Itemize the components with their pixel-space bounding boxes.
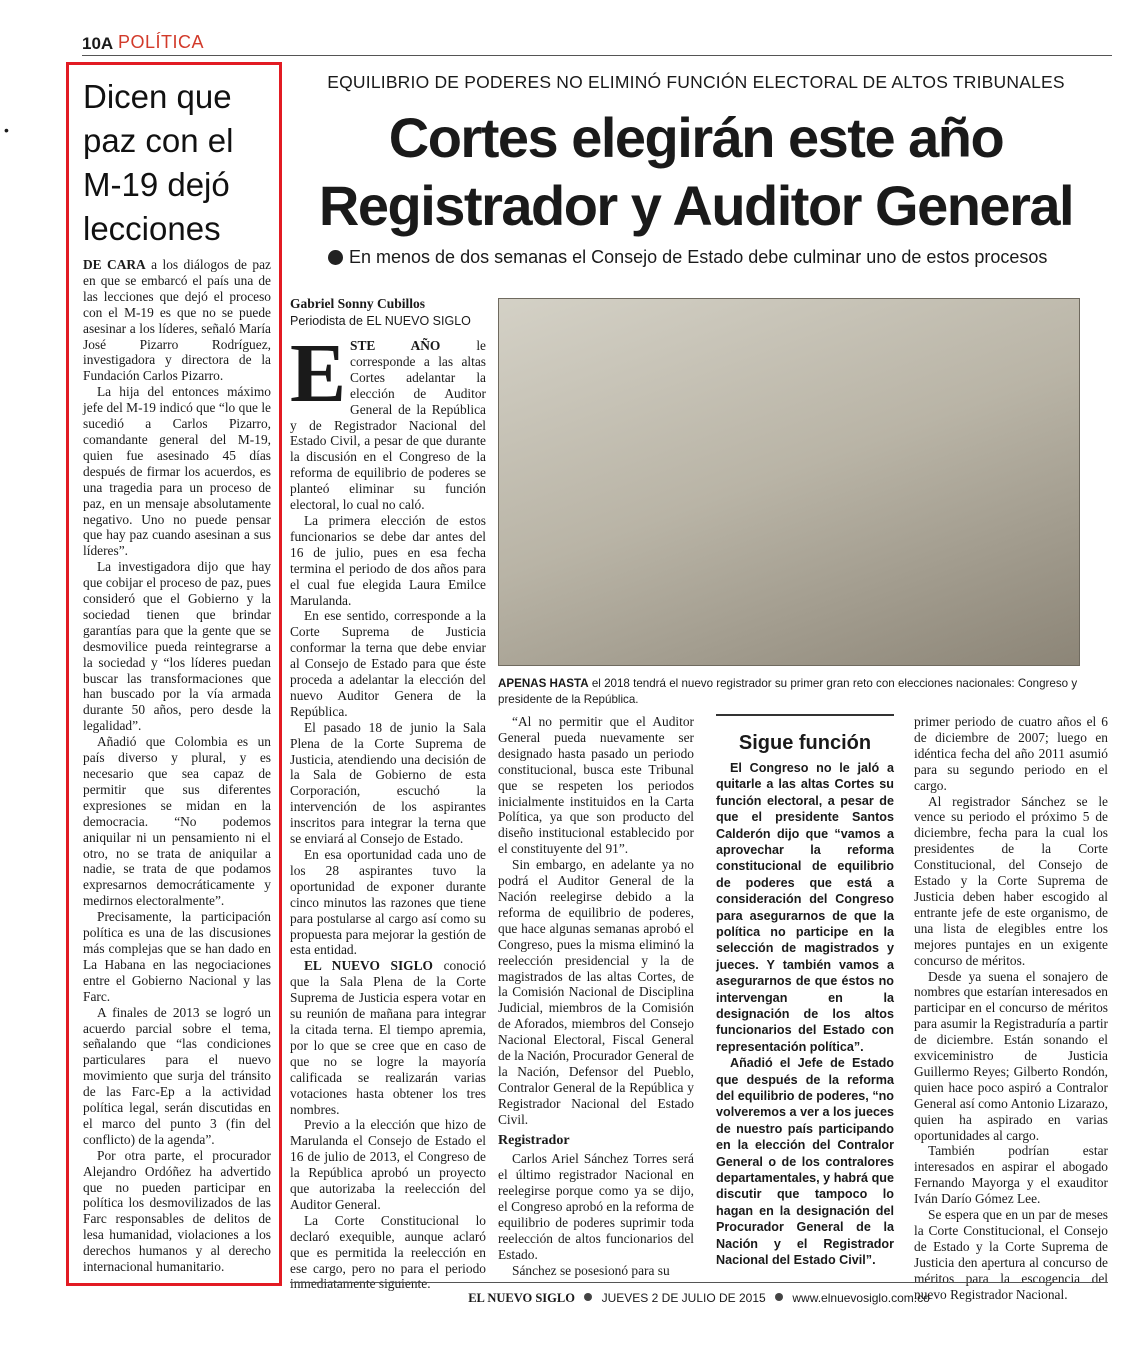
box-title: Sigue función (738, 732, 872, 754)
byline-name: Gabriel Sonny Cubillos (290, 296, 426, 311)
article-subhead (328, 244, 1098, 270)
separator-dot-icon (775, 1293, 783, 1301)
paper-name-mention: EL NUEVO SIGLO (304, 958, 433, 974)
article-paragraph: Sánchez se posesionó para su (512, 1262, 670, 1278)
caption-lead: APENAS HASTA (498, 677, 589, 690)
byline-role: Periodista de EL NUEVO SIGLO (290, 314, 471, 328)
article-lead-text: le corresponde a las altas Cortes adelantar la elección de Auditor General de la República y de Registrador Nacional del Estado Civil, a pesar de que durante la discusión en el Congreso de la reforma de equilibrio de poderes se planteó eliminar su función electoral, lo cual no caló. (290, 338, 486, 513)
drop-cap: E (290, 327, 347, 420)
box-paragraph: Añadió el Jefe de Estado que después de la reforma del equilibrio de poderes, “no volveremos a ver a los jueces de nuestro país participando en la elección del Contralor General o de los contralores departamentales, y habrá que discutir que tampoco lo hagan en la designación del Procurador General de la Nación y el Registrador Nacional del Estado Civil”. (716, 1056, 894, 1268)
article-lead-paragraph (290, 327, 486, 513)
article-paragraph: Desde ya suena el sonajero de nombres que estarían interesados en participar en el concurso de méritos para asumir la Registraduría a partir de diciembre. Están sonando el exviceministro de Justicia Guillermo Reyes; Gilberto Rondón, quien hace poco aspiró a Contralor General así como Antonio Lizarazo, quien ha aspirado en varias oportunidades al cargo. (914, 968, 1108, 1143)
photo-caption (498, 676, 1080, 708)
newspaper-logo: EL NUEVO SIGLO (468, 1291, 575, 1305)
subhead-text: En menos de dos semanas el Consejo de Estado debe culminar uno de estos procesos (349, 247, 1048, 267)
article-paragraph: Se espera que en un par de meses la Corte Constitucional, el Consejo de Estado y la Corte Suprema de Justicia den apertura al concurso de méritos para la escogencia del nuevo Registrador Nacional. (914, 1207, 1108, 1302)
article-paragraph-text: conoció que la Sala Plena de la Corte Suprema de Justicia espera votar en su reunión de mañana para integrar la citada terna. El tiempo apremia, por lo que se cree que en caso de que no se logre la mayoría calificada se realizarán varias votaciones hasta obtener los tres nombres. (290, 958, 486, 1117)
article-paragraph (290, 958, 486, 1117)
sidebar-title: Dicen que paz con el M-19 dejó lecciones (83, 78, 234, 247)
sidebar-paragraph: La hija del entonces máximo jefe del M-19 indicó que “lo que le sucedió a Carlos Pizarro, comandante general del M-19, quien fue asesinado 45 días después de firmar los acuerdos, es una tragedia para un proceso de paz, en un mensaje absolutamente negativo. Uno no puede pensar que hay paz cuando asesinan a sus líderes”. (83, 384, 271, 559)
sidebar-story (66, 62, 282, 1286)
article-paragraph: La Corte Constitucional lo declaró exequible, aunque aclaró que es permitida la reelección en ese cargo, pero no para el periodo inmediatamente siguiente. (290, 1212, 486, 1292)
sidebar-paragraph: La investigadora dijo que hay que cobijar el proceso de paz, pues consideró que el Gobierno y la sociedad tienen que brindar garantías para que la gente que se desmovilice pueda reintegrarse a la sociedad y “los líderes puedan buscar las transformaciones que han buscado por la vía armada durante 50 años, pero desde la legalidad”. (83, 559, 271, 734)
article-column-1 (290, 327, 486, 1292)
issue-date: JUEVES 2 DE JULIO DE 2015 (601, 1291, 766, 1305)
article-column-2 (498, 714, 694, 1279)
sidebar-lead-in: DE CARA (83, 257, 146, 272)
article-paragraph: Previo a la elección que hizo de Marulanda el Consejo de Estado el 16 de julio de 2013, el Congreso de la República aprobó un proyecto que autorizaba la reelección del Auditor General. (290, 1117, 486, 1212)
article-paragraph: También podrían estar interesados en aspirar el abogado Fernando Mayorga y el exauditor Iván Darío Gómez Lee. (914, 1143, 1108, 1207)
page-header (82, 32, 1112, 56)
article-lead-in: STE AÑO (350, 338, 441, 353)
article-paragraph: Carlos Ariel Sánchez Torres será el último registrador Nacional en reelegirse porque como ya se dijo, el Congreso aprobó en la reforma de equilibrio de poderes suprimir toda reelección de altos funcionarios del Estado. (498, 1151, 694, 1262)
crosshead: Registrador (498, 1132, 570, 1148)
sidebar-paragraph: Precisamente, la participación política es una de las discusiones más complejas que se han dado en La Habana en las negociaciones entre el Gobierno Nacional y las Farc. (83, 909, 271, 1004)
page-footer (290, 1282, 1108, 1306)
caption-text: el 2018 tendrá el nuevo registrador su primer gran reto con elecciones nacionales: Congreso y presidente de la República. (498, 677, 1078, 706)
article-paragraph: El pasado 18 de junio la Sala Plena de la Corte Suprema de Justicia, atendiendo una decisión de la Sala de Gobierno de esta Corporación, escuchó la intervención de los aspirantes inscritos para integrar la terna que se enviará al Consejo de Estado. (290, 719, 486, 847)
sidebar-paragraph: A finales de 2013 se logró un acuerdo parcial sobre el tema, señalando que “las condiciones particulares para el nuevo movimiento que surja del tránsito de las Farc-Ep a la actividad política legal, serán discutidas en el marco del punto 3 (fin del conflicto) de la agenda”. (83, 1004, 271, 1147)
section-name: POLÍTICA (118, 32, 205, 52)
bullet-icon (328, 250, 343, 265)
article-paragraph: primer periodo de cuatro años el 6 de diciembre de 2007; luego en idéntica fecha del año 2011 asumió para su segundo periodo en el cargo. (914, 714, 1108, 793)
headline-line-2: Registrador y Auditor General (318, 174, 1074, 237)
box-paragraph: El Congreso no le jaló a quitarle a las altas Cortes su función electoral, a pesar de que el presidente Santos Calderón dijo que “vamos a aprovechar la reforma constitucional de equilibrio de poderes que está a consideración del Congreso para asegurarnos de que la política no participe en la selección de magistrados y jueces. Y también vamos a asegurarnos de que éstos no intervengan en la designación de los altos funcionarios del Estado con representación política”. (716, 760, 894, 1054)
article-paragraph: Sin embargo, en adelante ya no podrá el Auditor General de la Nación reelegirse debido a la reforma de equilibrio de poderes, que hace algunas semanas aprobó el Congreso, pues la misma eliminó la reelección presidencial y la de magistrados de las altas Cortes, de la Comisión Nacional de Disciplina Judicial, miembros de la Comisión de Aforados, miembros del Consejo Nacional Electoral, Fiscal General de la Nación, Procurador General de la Nación, Defensor del Pueblo, Contralor General de la República y Registrador Nacional del Estado Civil. (498, 857, 694, 1127)
article-paragraph: En ese sentido, corresponde a la Corte Suprema de Justicia conformar la terna que debe enviar al Consejo de Estado para que éste proceda a adelantar la elección del nuevo Auditor Genera de la República. (290, 608, 486, 719)
article-paragraph: La primera elección de estos funcionarios se debe dar antes del 16 de julio, pues en esa fecha termina el periodo de dos años para el cual fue elegida Laura Emilce Marulanda. (290, 512, 486, 608)
article-paragraph: En esa oportunidad cada uno de los 28 aspirantes tuvo la oportunidad de exponer durante cinco minutos las razones que tiene para postularse al cargo así como su propuesta para mejorar la gestión de esta entidad. (290, 847, 486, 958)
separator-dot-icon (584, 1293, 592, 1301)
article-column-4 (914, 714, 1108, 1303)
box-body (716, 760, 894, 1269)
page-number: 10A (82, 34, 114, 53)
article-kicker: EQUILIBRIO DE PODERES NO ELIMINÓ FUNCIÓN ELECTORAL DE ALTOS TRIBUNALES (327, 72, 1065, 92)
article-photo (498, 298, 1080, 666)
website-url: www.elnuevosiglo.com.co (792, 1291, 930, 1305)
sidebar-paragraph: Por otra parte, el procurador Alejandro Ordóñez ha advertido que no pueden participar en política los desmovilizados de las Farc responsables de delitos de lesa humanidad, violaciones a los derechos humanos y al derecho internacional humanitario. (83, 1147, 271, 1275)
article-paragraph: “Al no permitir que el Auditor General pueda nuevamente ser designado hasta pasado un periodo constitucional, busca este Tribunal que se respeten los periodos inicialmente instituidos en la Carta Política, ya que son producto del diseño institucional establecido por el constituyente del 91”. (498, 714, 694, 857)
sidebar-paragraph: Añadió que Colombia es un país diverso y plural, y es necesario que sea capaz de permitir que sus diferentes expresiones se midan en la democracia. “No podemos aniquilar ni un pensamiento ni el otro, no se trata de aniquilar a nadie, se trata de que podamos expresarnos democráticamente y medirnos electoralmente”. (83, 734, 271, 909)
article-paragraph: Al registrador Sánchez se le vence su periodo el próximo 5 de diciembre, fecha para la cual los presidentes de la Corte Constitucional, del Consejo de Estado y la Corte Suprema de Justicia deben haber escogido al entrante jefe de este organismo, de una lista de elegibles entre los mejores puntajes en un exigente concurso de méritos. (914, 793, 1108, 968)
byline (290, 296, 490, 330)
sidebar-lead-paragraph (83, 257, 271, 384)
margin-mark: • (4, 122, 9, 138)
sidebar-body (83, 257, 271, 1275)
article-headline (296, 104, 1096, 240)
sidebar-lead-text: a los diálogos de paz en que se embarcó el país una de las lecciones que dejó el proceso con el M-19 es que no se puede asesinar a los líderes, señaló María José Pizarro Rodríguez, investigadora y directora de la Fundación Carlos Pizarro. (83, 257, 272, 384)
headline-line-1: Cortes elegirán este año (388, 106, 1004, 169)
sidebar-box (716, 714, 894, 1269)
